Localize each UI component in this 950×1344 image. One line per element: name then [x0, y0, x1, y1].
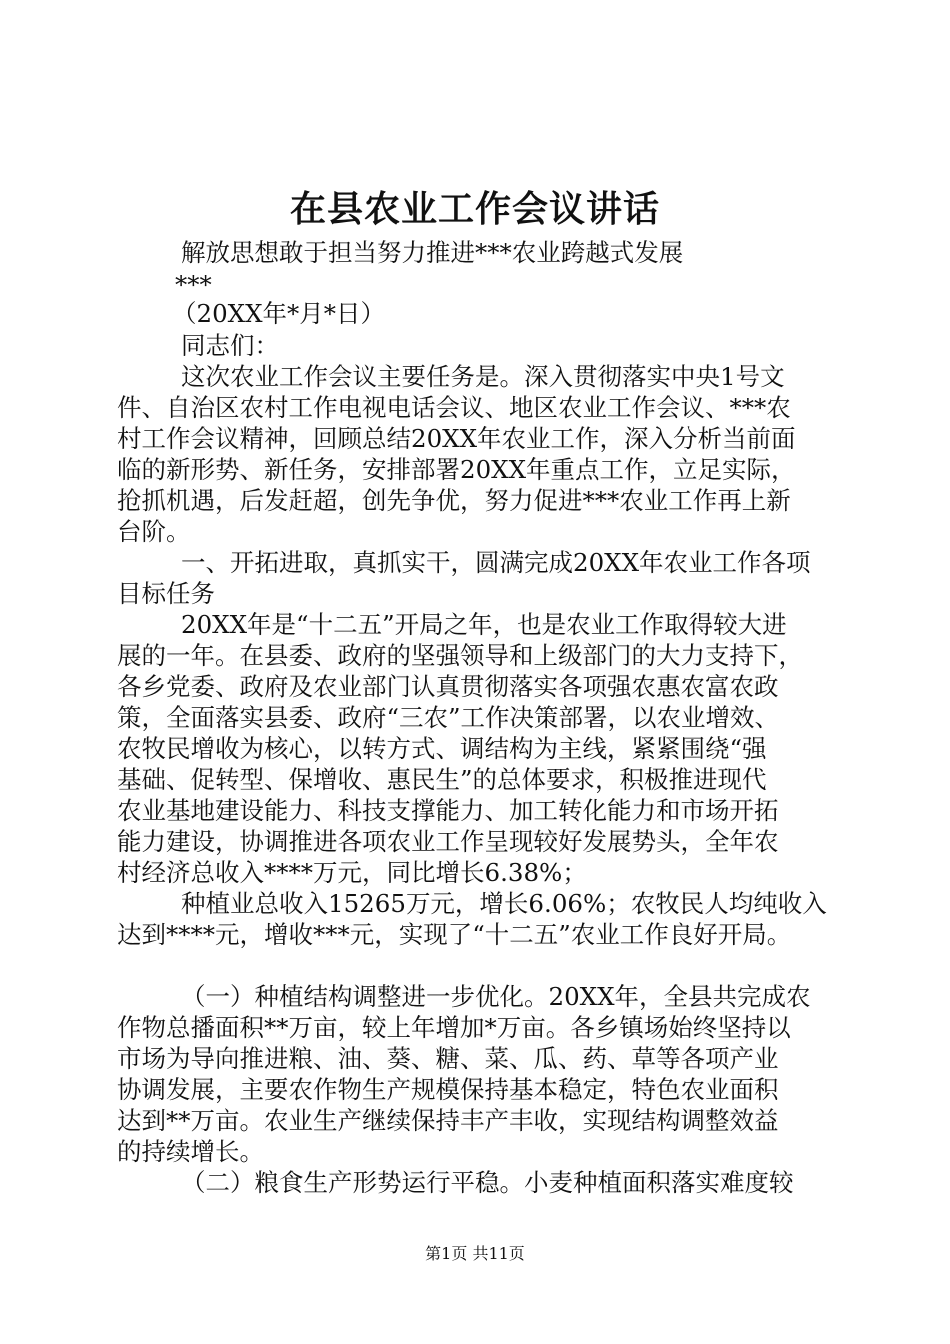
document-title: 在县农业工作会议讲话	[289, 188, 660, 230]
author-line: ***	[175, 270, 212, 299]
paragraph-line: 策，全面落实县委、政府“三农”工作决策部署，以农业增效、	[117, 703, 780, 732]
paragraph-line: 能力建设，协调推进各项农业工作呈现较好发展势头，全年农	[117, 827, 779, 856]
section-heading-line: 一、开拓进取，真抓实干，圆满完成20XX年农业工作各项	[181, 548, 811, 577]
section-heading-line: 目标任务	[117, 579, 215, 608]
paragraph-line: 农业基地建设能力、科技支撑能力、加工转化能力和市场开拓	[117, 796, 779, 825]
paragraph-line: 20XX年是“十二五”开局之年，也是农业工作取得较大进	[181, 610, 787, 639]
paragraph-line: 协调发展，主要农作物生产规模保持基本稳定，特色农业面积	[117, 1075, 779, 1104]
paragraph-line: 抢抓机遇，后发赶超，创先争优，努力促进***农业工作再上新	[117, 486, 791, 515]
paragraph-line: 作物总播面积**万亩，较上年增加*万亩。各乡镇场始终坚持以	[117, 1013, 791, 1042]
page-number-footer: 第1页 共11页	[425, 1244, 525, 1263]
paragraph-line: 基础、促转型、保增收、惠民生”的总体要求，积极推进现代	[117, 765, 767, 794]
paragraph-line: 农牧民增收为核心，以转方式、调结构为主线，紧紧围绕“强	[117, 734, 767, 763]
paragraph-line: 件、自治区农村工作电视电话会议、地区农业工作会议、***农	[117, 393, 791, 422]
paragraph-line: 这次农业工作会议主要任务是。深入贯彻落实中央1号文	[181, 362, 785, 391]
paragraph-line: （一）种植结构调整进一步优化。20XX年，全县共完成农	[181, 982, 811, 1011]
paragraph-line: 达到**万亩。农业生产继续保持丰产丰收，实现结构调整效益	[117, 1106, 779, 1135]
paragraph-line: 展的一年。在县委、政府的坚强领导和上级部门的大力支持下，	[117, 641, 803, 670]
paragraph-line: （二）粮食生产形势运行平稳。小麦种植面积落实难度较	[181, 1168, 794, 1197]
paragraph-line: 市场为导向推进粮、油、葵、糖、菜、瓜、药、草等各项产业	[117, 1044, 779, 1073]
date-line: （20XX年*月*日）	[172, 299, 386, 328]
paragraph-line: 村工作会议精神，回顾总结20XX年农业工作，深入分析当前面	[117, 424, 796, 453]
subtitle-line: 解放思想敢于担当努力推进***农业跨越式发展	[181, 238, 684, 267]
paragraph-line: 村经济总收入****万元，同比增长6.38%；	[117, 858, 587, 887]
paragraph-line: 的持续增长。	[117, 1137, 264, 1166]
salutation-line: 同志们：	[181, 331, 279, 360]
paragraph-line: 台阶。	[117, 517, 191, 546]
paragraph-line: 各乡党委、政府及农业部门认真贯彻落实各项强农惠农富农政	[117, 672, 779, 701]
paragraph-line: 达到****元，增收***元，实现了“十二五”农业工作良好开局。	[117, 920, 792, 949]
paragraph-line: 临的新形势、新任务，安排部署20XX年重点工作，立足实际，	[117, 455, 796, 484]
paragraph-line: 种植业总收入15265万元，增长6.06%；农牧民人均纯收入	[181, 889, 827, 918]
